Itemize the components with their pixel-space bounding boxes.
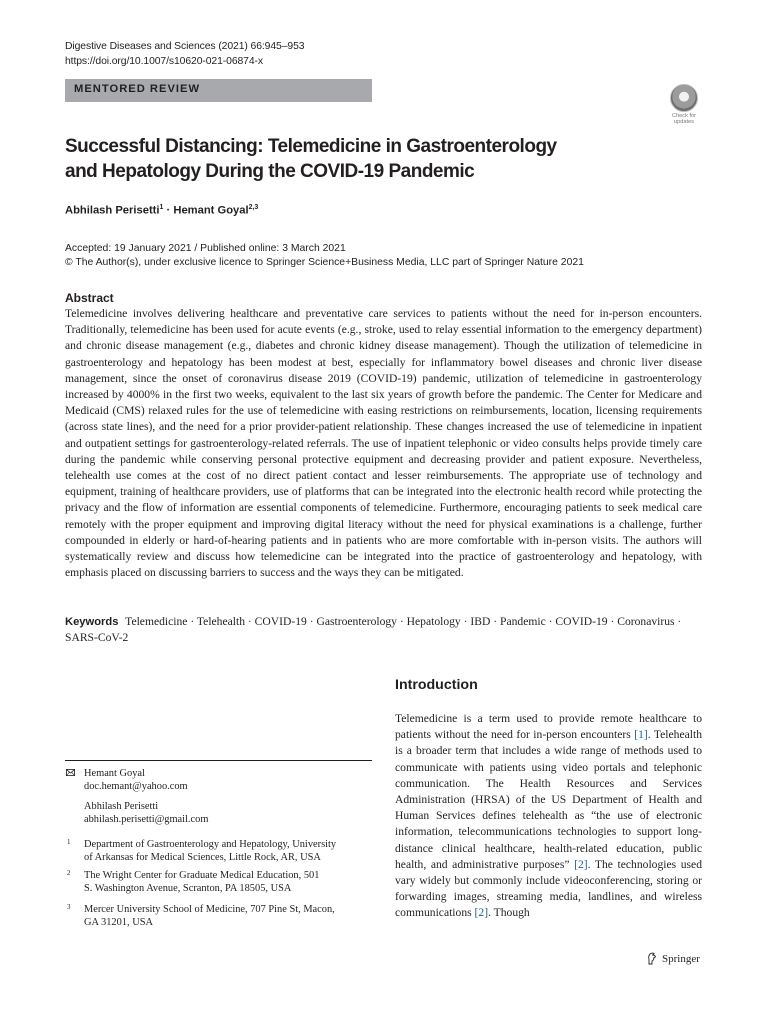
author-name[interactable]: Abhilash Perisetti: [65, 204, 160, 217]
author-separator: ·: [163, 204, 174, 217]
footnote-divider: [65, 760, 372, 761]
check-for-updates-icon: [670, 84, 698, 112]
author-affiliation-marker: 1: [159, 204, 164, 211]
keywords-heading: Keywords: [65, 616, 119, 628]
corresponding-author: [65, 767, 372, 793]
correspondence-block: [65, 767, 372, 826]
text-segment: . Though: [488, 906, 530, 920]
text-segment: Telemedicine is a term used to provide remote healthcare to patients without the need for in-person encounters: [395, 712, 702, 742]
contact-email[interactable]: abhilash.perisetti@gmail.com: [84, 814, 209, 825]
publisher-name: Springer: [662, 952, 700, 965]
author-name[interactable]: Hemant Goyal: [173, 204, 249, 217]
envelope-icon: [66, 769, 75, 776]
check-for-updates-badge[interactable]: [664, 84, 704, 124]
affiliation: [65, 838, 372, 864]
citation-link[interactable]: [2]: [574, 857, 588, 871]
springer-horse-icon: [646, 952, 658, 965]
citation-link[interactable]: [2]: [474, 906, 489, 920]
author-affiliation-marker: 2,3: [248, 204, 259, 211]
contact-email[interactable]: doc.hemant@yahoo.com: [84, 781, 188, 792]
copyright-notice: © The Author(s), under exclusive licence to Springer Science+Business Media, LLC part of Springer Nature 2021: [65, 257, 584, 268]
publisher-logo: [646, 952, 700, 965]
abstract-text: [65, 306, 702, 581]
citation-link[interactable]: [1]: [634, 728, 648, 742]
affiliation-line: The Wright Center for Graduate Medical Education, 501: [84, 870, 320, 881]
author-list: [65, 204, 258, 217]
affiliation-line: Department of Gastroenterology and Hepatology, University: [84, 839, 337, 850]
introduction-text: [395, 711, 702, 922]
text-segment: . Telehealth is a broader term that includes a wide range of methods used to communicate with patients using video portals and telephonic communication. The Health Resources and Services Administration (HRSA) of the US Department of Health and Human Services defines telehealth as “the use of electronic information, telecommunications technologies to support long-distance clinical healthcare, health-related education, public health, and administrative purposes”: [395, 728, 703, 871]
coauthor-contact: [65, 800, 372, 826]
affiliation: [65, 869, 372, 895]
affiliation-line: S. Washington Avenue, Scranton, PA 18505, USA: [84, 883, 292, 894]
journal-citation: Digestive Diseases and Sciences (2021) 66:945–953: [65, 41, 305, 52]
introduction-heading: Introduction: [395, 677, 478, 693]
abstract-heading: Abstract: [65, 291, 114, 305]
keywords-list: Telemedicine · Telehealth · COVID-19 · Gastroenterology · Hepatology · IBD · Pandemic · COVID-19 · Coronavirus · SARS-CoV-2: [65, 615, 682, 645]
doi-link[interactable]: https://doi.org/10.1007/s10620-021-06874-x: [65, 56, 263, 67]
affiliation-line: GA 31201, USA: [84, 917, 153, 928]
affiliation: [65, 903, 372, 929]
title-line-1: Successful Distancing: Telemedicine in Gastroenterology: [65, 136, 557, 157]
article-title: [65, 134, 665, 184]
introduction-paragraph: [395, 711, 702, 922]
check-for-updates-label: Check for updates: [672, 113, 696, 125]
article-type-label: MENTORED REVIEW: [74, 83, 201, 95]
abstract-paragraph: Telemedicine involves delivering healthcare and preventative care services to patients without the need for in-person encounters. Traditionally, telemedicine has been used for acute events (e.g., stroke, used to relay essential information to the emergency department) and chronic disease management (e.g., diabetes and chronic kidney disease management). Though the utilization of telemedicine in gastroenterology and hepatology has been modest at best, especially for inflammatory bowel diseases and chronic liver disease management, since the onset of coronavirus disease 2019 (COVID-19) pandemic, utilization of telemedicine in gastroenterology increased by 4000% in the first two weeks, equivalent to the last six years of growth before the pandemic. The Center for Medicare and Medicaid (CMS) relaxed rules for the use of telemedicine with easing restrictions on reimbursements, location, licensing requirements (across state lines), and the need for a prior provider-patient relationship. These changes increased the use of telemedicine in inpatient and outpatient settings for gastroenterology-related referrals. The use of inpatient telephonic or video consults helps provide timely care during the pandemic while conserving personal protective equipment and decreasing provider and patient exposure. Nevertheless, telehealth use comes at the cost of no direct patient contact and lesser reimbursements. The appropriate use of technology and equipment, training of healthcare providers, use of platforms that can be integrated into the electronic health record while protecting the privacy and the flow of information are essential components of telemedicine. Furthermore, encouraging patients to seek medical care remotely with the proper equipment and improving digital literacy without the need for physical examinations is a challenge, further compounded in elderly or hard-of-hearing patients and in patients who are more comfortable with in-person visits. The authors will systematically review and discuss how telemedicine can be integrated into the practice of gastroenterology and hepatology, with emphasis placed on discussing barriers to success and the ways they can be mitigated.: [65, 307, 702, 580]
affiliation-number: 2: [67, 869, 71, 877]
keywords: [65, 614, 702, 646]
title-line-2: and Hepatology During the COVID-19 Pandemic: [65, 161, 475, 182]
contact-name: Abhilash Perisetti: [84, 801, 159, 812]
affiliation-line: of Arkansas for Medical Sciences, Little Rock, AR, USA: [84, 852, 321, 863]
text-segment: . The technologies used vary widely but commonly include videoconferencing, storing or forwarding images, streaming media, landlines, and wireless communications: [395, 857, 702, 920]
publication-dates: Accepted: 19 January 2021 / Published online: 3 March 2021: [65, 243, 346, 254]
affiliation-number: 3: [67, 903, 71, 911]
article-type-banner: [65, 79, 372, 102]
affiliation-number: 1: [67, 838, 71, 846]
contact-name: Hemant Goyal: [84, 768, 145, 779]
affiliation-line: Mercer University School of Medicine, 707 Pine St, Macon,: [84, 904, 335, 915]
